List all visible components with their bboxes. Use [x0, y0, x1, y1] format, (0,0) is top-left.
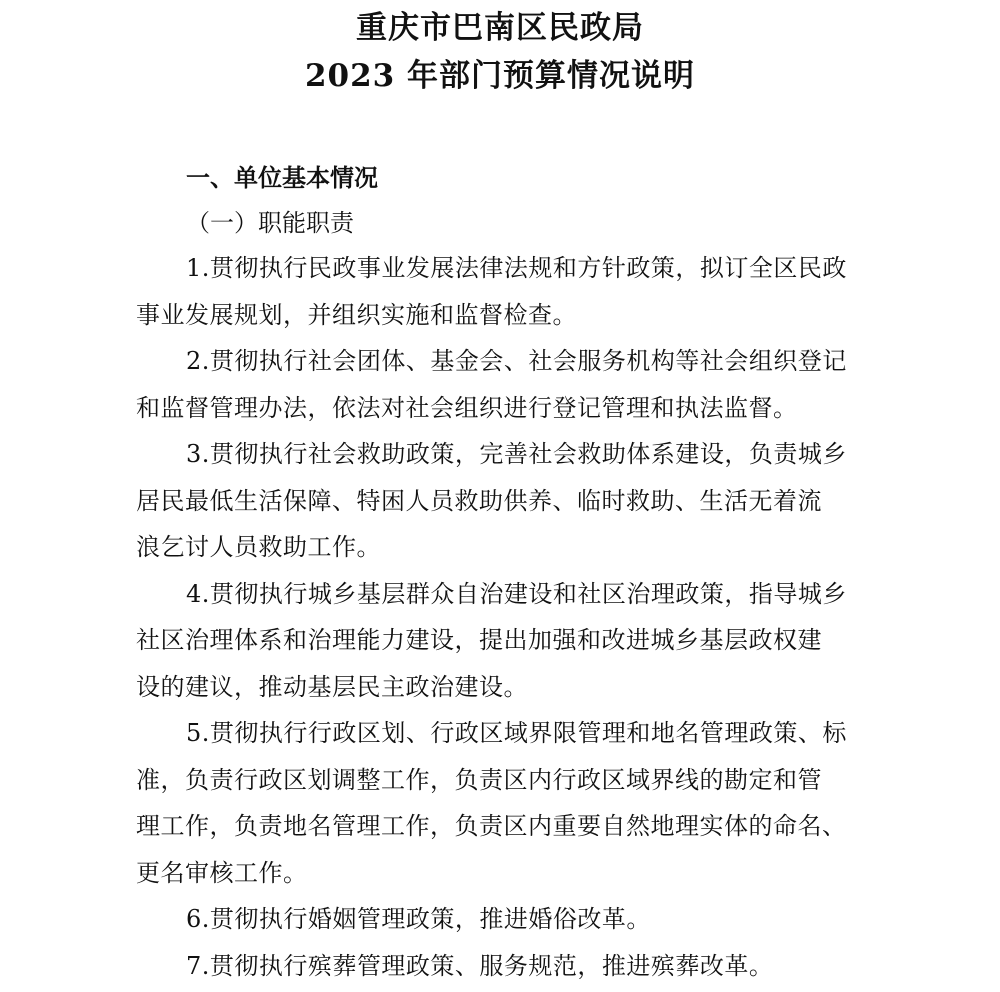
title-line-2: 2023 年部门预算情况说明: [304, 58, 696, 94]
paragraph-line: 2.贯彻执行社会团体、基金会、社会服务机构等社会组织登记: [186, 347, 847, 375]
paragraph-line: 1.贯彻执行民政事业发展法律法规和方针政策，拟订全区民政: [186, 254, 847, 282]
paragraph-item-6: [136, 896, 892, 943]
paragraph-line: 和监督管理办法，依法对社会组织进行登记管理和执法监督。: [136, 393, 798, 422]
paragraph-item-3: [136, 431, 892, 571]
paragraph-line: 4.贯彻执行城乡基层群众自治建设和社区治理政策，指导城乡: [186, 579, 847, 608]
paragraph-item-4: [136, 571, 892, 711]
section-heading-unit-basic-info: 一、单位基本情况: [186, 164, 378, 192]
paragraph-line: 居民最低生活保障、特困人员救助供养、临时救助、生活无着流: [136, 486, 822, 515]
paragraph-line: 5.贯彻执行行政区划、行政区域界限管理和地名管理政策、标: [186, 719, 847, 747]
paragraph-line: 事业发展规划，并组织实施和监督检查。: [136, 300, 577, 329]
document-body: [136, 155, 892, 989]
document-title: [0, 4, 1000, 100]
paragraph-line: 理工作，负责地名管理工作，负责区内重要自然地理实体的命名、: [136, 812, 847, 840]
title-line-1: 重庆市巴南区民政局: [356, 10, 644, 46]
paragraph-line: 7.贯彻执行殡葬管理政策、服务规范，推进殡葬改革。: [186, 951, 774, 980]
paragraph-line: 浪乞讨人员救助工作。: [136, 533, 381, 561]
paragraph-line: 3.贯彻执行社会救助政策，完善社会救助体系建设，负责城乡: [186, 440, 847, 468]
paragraph-line: 更名审核工作。: [136, 858, 308, 887]
paragraph-line: 社区治理体系和治理能力建设，提出加强和改进城乡基层政权建: [136, 626, 822, 654]
paragraph-item-1: [136, 245, 892, 338]
paragraph-line: 准，负责行政区划调整工作，负责区内行政区域界线的勘定和管: [136, 765, 822, 794]
paragraph-item-5: [136, 710, 892, 896]
subsection-heading-functions: （一）职能职责: [186, 209, 354, 237]
paragraph-line: 6.贯彻执行婚姻管理政策，推进婚俗改革。: [186, 905, 651, 933]
paragraph-item-2: [136, 338, 892, 431]
paragraph-item-7: [136, 943, 892, 990]
paragraph-line: 设的建议，推动基层民主政治建设。: [136, 672, 528, 701]
